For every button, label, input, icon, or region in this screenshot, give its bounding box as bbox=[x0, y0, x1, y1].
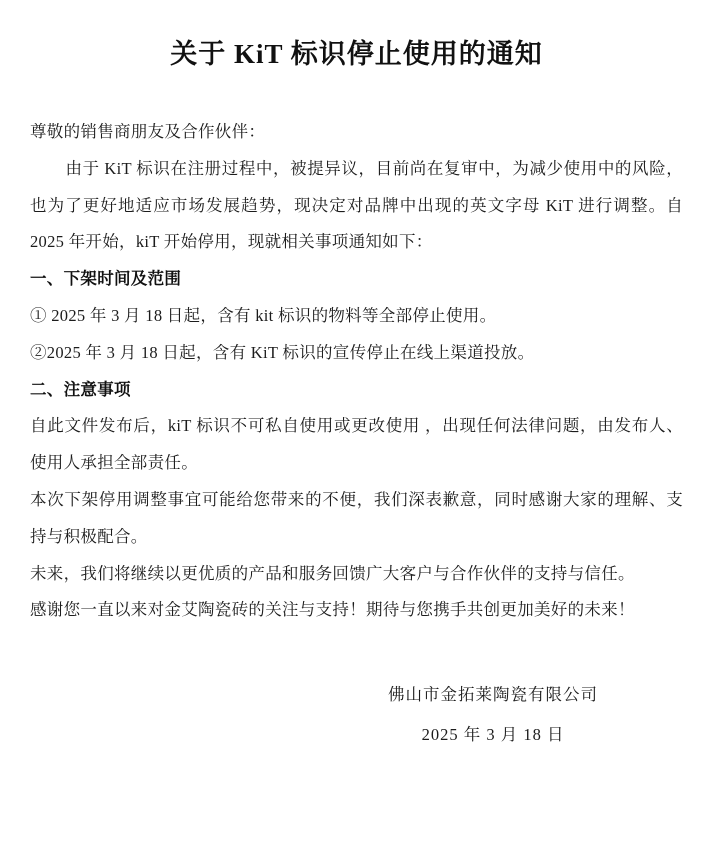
section1-item-1: ① 2025 年 3 月 18 日起，含有 kit 标识的物料等全部停止使用。 bbox=[30, 305, 497, 325]
section2-paragraph-3: 未来，我们将继续以更优质的产品和服务回馈广大客户与合作伙伴的支持与信任。 bbox=[30, 563, 635, 583]
signature-block bbox=[388, 675, 598, 755]
section2-paragraph-4: 感谢您一直以来对金艾陶瓷砖的关注与支持！期待与您携手共创更加美好的未来！ bbox=[30, 600, 635, 620]
document-title: 关于 KiT 标识停止使用的通知 bbox=[170, 39, 543, 69]
section2-paragraph-1: 自此文件发布后，kiT 标识不可私自使用或更改使用 ，出现任何法律问题，由发布人、使用人承担全部责任。 bbox=[30, 416, 683, 473]
greeting-line: 尊敬的销售商朋友及合作伙伴： bbox=[30, 122, 266, 141]
signature-date: 2025 年 3 月 18 日 bbox=[421, 725, 565, 745]
intro-paragraph: 由于 KiT 标识在注册过程中，被提异议，目前尚在复审中，为减少使用中的风险，也为了更好地适应市场发展趋势，现决定对品牌中出现的英文字母 KiT 进行调整。自 2025 年开始，kiT 开始停用，现就相关事项通知如下： bbox=[30, 158, 683, 252]
section1-heading: 一、下架时间及范围 bbox=[30, 269, 182, 289]
signature-company: 佛山市金拓莱陶瓷有限公司 bbox=[388, 685, 598, 705]
document-content bbox=[0, 36, 713, 755]
section1-item-2: ②2025 年 3 月 18 日起，含有 KiT 标识的宣传停止在线上渠道投放。 bbox=[30, 342, 535, 362]
section2-paragraph-2: 本次下架停用调整事宜可能给您带来的不便，我们深表歉意，同时感谢大家的理解、支持与积极配合。 bbox=[30, 489, 683, 546]
document-page bbox=[0, 36, 713, 868]
section2-heading: 二、注意事项 bbox=[30, 379, 131, 399]
